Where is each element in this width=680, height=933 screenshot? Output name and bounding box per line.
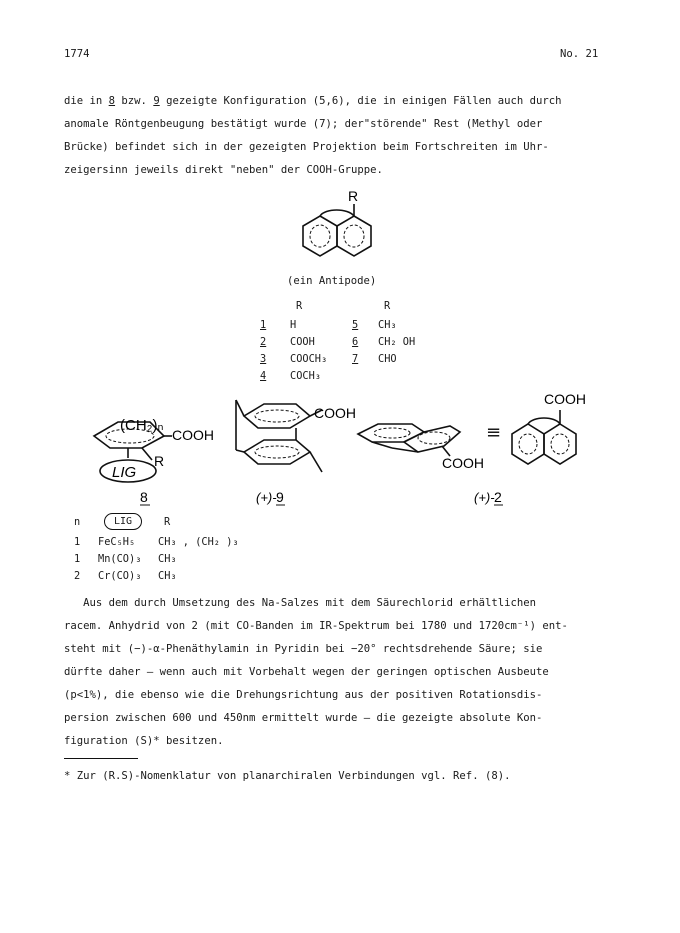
para1-line-2: anomale Röntgenbeugung bestätigt wurde (7); der"störende" Rest (Methyl oder bbox=[64, 118, 543, 130]
para2-line-3: steht mit (−)-α-Phenäthylamin in Pyridin bei −20° rechtsdrehende Säure; sie bbox=[64, 643, 543, 655]
table2-cell-lig: Cr(CO)₃ bbox=[98, 570, 142, 582]
cooh-label: COOH bbox=[172, 427, 214, 443]
para2-line-7: figuration (S)* besitzen. bbox=[64, 735, 224, 747]
footnote-rule bbox=[64, 758, 138, 759]
table1-r: CH₂ OH bbox=[378, 336, 416, 348]
cooh-label: COOH bbox=[544, 391, 586, 407]
compound-number: 9 bbox=[276, 489, 284, 505]
table2-cell-lig: Mn(CO)₃ bbox=[98, 553, 142, 565]
table1-num: 7 bbox=[352, 353, 359, 365]
label-8 bbox=[138, 488, 156, 508]
compound-number: 8 bbox=[140, 489, 148, 505]
table2-cell-lig: FeC₅H₅ bbox=[98, 536, 136, 548]
text: die in bbox=[64, 95, 109, 107]
structure-2-perspective bbox=[352, 412, 484, 474]
compound-ref-8: 8 bbox=[108, 95, 116, 107]
table1-r: COCH₃ bbox=[290, 370, 321, 382]
para2-line-1: Aus dem durch Umsetzung des Na-Salzes mit dem Säurechlorid erhältlichen bbox=[64, 597, 536, 609]
table2-header-r: R bbox=[164, 516, 171, 528]
label-2 bbox=[472, 488, 512, 508]
table1-r: COOH bbox=[290, 336, 315, 348]
para1-line-3: Brücke) befindet sich in der gezeigten Projektion beim Fortschreiten im Uhr- bbox=[64, 141, 549, 153]
para1-line-4: zeigersinn jeweils direkt "neben" der COOH-Gruppe. bbox=[64, 164, 383, 176]
table1-r: CHO bbox=[378, 353, 397, 365]
text: gezeigte Konfiguration (5,6), die in einigen Fällen auch durch bbox=[159, 95, 562, 107]
para2-line-5: (p<1%), die ebenso wie die Drehungsrichtung aus der positiven Rotationsdis- bbox=[64, 689, 543, 701]
table1-header-left: R bbox=[296, 300, 303, 312]
label-prefix: (+)- bbox=[256, 490, 277, 505]
para2-line-2: racem. Anhydrid von 2 (mit CO-Banden im IR-Spektrum bei 1780 und 1720cm⁻¹) ent- bbox=[64, 620, 568, 632]
table1-r: COOCH₃ bbox=[290, 353, 328, 365]
structure-general bbox=[280, 186, 400, 270]
table1-num: 5 bbox=[352, 319, 359, 331]
cooh-label: COOH bbox=[314, 405, 356, 421]
table2-header-n: n bbox=[74, 516, 81, 528]
para2-line-6: persion zwischen 600 und 450nm ermittelt wurde — die gezeigte absolute Kon- bbox=[64, 712, 543, 724]
r-label: R bbox=[154, 453, 165, 469]
para1-line-1 bbox=[64, 91, 562, 111]
structure-8 bbox=[80, 400, 240, 510]
table1-r: H bbox=[290, 319, 297, 331]
table2-header-lig: LIG bbox=[104, 513, 142, 530]
issue-number: No. 21 bbox=[560, 48, 599, 60]
table1-num: 4 bbox=[260, 370, 267, 382]
footnote: * Zur (R.S)-Nomenklatur von planarchiralen Verbindungen vgl. Ref. (8). bbox=[64, 770, 511, 782]
bridge-label: (CH₂)ₙ bbox=[120, 417, 164, 434]
table1-r: CH₃ bbox=[378, 319, 397, 331]
table2-cell-n: 2 bbox=[74, 570, 81, 582]
table2-cell-r: CH₃ , (CH₂ )₃ bbox=[158, 536, 239, 548]
table1-num: 1 bbox=[260, 319, 267, 331]
table1-header-right: R bbox=[384, 300, 391, 312]
structure-2-flat bbox=[500, 386, 612, 482]
equivalence-sign: ≡ bbox=[486, 422, 502, 443]
cooh-label: COOH bbox=[442, 455, 484, 471]
r-label: R bbox=[348, 188, 359, 204]
table1-num: 2 bbox=[260, 336, 267, 348]
antipode-caption: (ein Antipode) bbox=[287, 275, 377, 287]
table2-cell-n: 1 bbox=[74, 553, 81, 565]
structure-9 bbox=[222, 388, 364, 492]
page-number: 1774 bbox=[64, 48, 90, 60]
table2-cell-n: 1 bbox=[74, 536, 81, 548]
label-9 bbox=[254, 488, 294, 508]
table2-cell-r: CH₃ bbox=[158, 570, 177, 582]
text: bzw. bbox=[115, 95, 154, 107]
compound-ref-9: 9 bbox=[153, 95, 160, 107]
lig-label: LIG bbox=[112, 464, 137, 481]
table1-num: 6 bbox=[352, 336, 359, 348]
compound-number: 2 bbox=[494, 489, 502, 505]
table2-cell-r: CH₃ bbox=[158, 553, 177, 565]
table1-num: 3 bbox=[260, 353, 267, 365]
para2-line-4: dürfte daher — wenn auch mit Vorbehalt wegen der geringen optischen Ausbeute bbox=[64, 666, 549, 678]
label-prefix: (+)- bbox=[474, 490, 495, 505]
